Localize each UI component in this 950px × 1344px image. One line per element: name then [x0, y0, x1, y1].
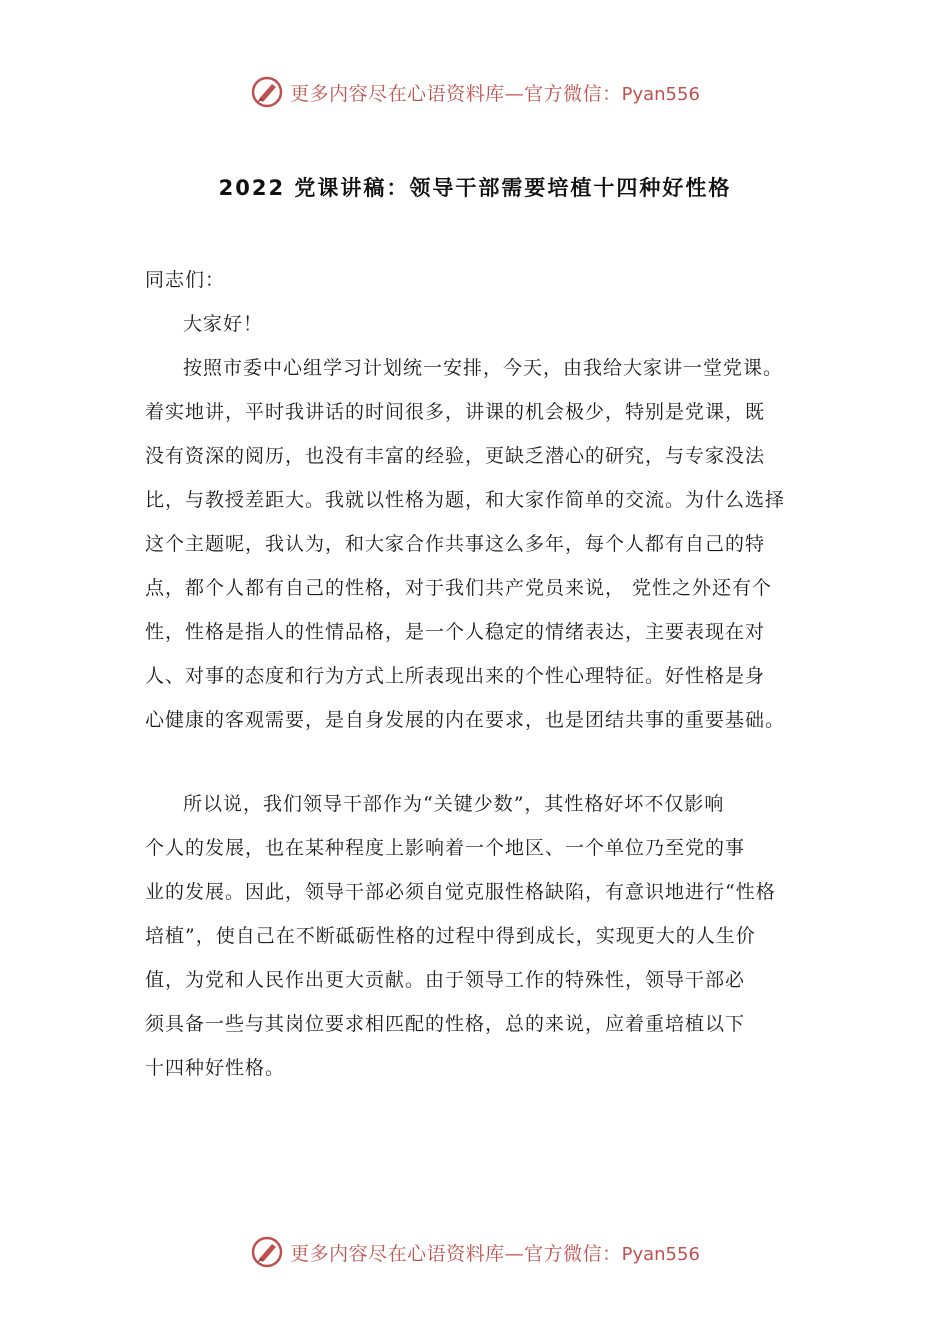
- pen-logo-icon: [250, 1235, 284, 1269]
- paragraph-line: 性，性格是指人的性情品格，是一个人稳定的情绪表达，主要表现在对: [145, 621, 766, 643]
- document-title: 2022 党课讲稿：领导干部需要培植十四种好性格: [218, 176, 732, 200]
- greeting: 大家好！: [183, 313, 264, 335]
- paragraph-spacer: [145, 742, 825, 782]
- wechat-handle: Pyan556: [621, 83, 700, 105]
- paragraph-line: 业的发展。因此，领导干部必须自觉克服性格缺陷，有意识地进行“性格: [145, 881, 776, 903]
- paragraph-line: 个人的发展，也在某种程度上影响着一个地区、一个单位乃至党的事: [145, 837, 746, 859]
- paragraph-line: 心健康的客观需要，是自身发展的内在要求，也是团结共事的重要基础。: [145, 709, 786, 731]
- paragraph-1: [145, 346, 825, 742]
- paragraph-line: 所以说，我们领导干部作为“关键少数”，其性格好坏不仅影响: [183, 793, 725, 815]
- paragraph-2: [145, 782, 825, 1090]
- paragraph-line: 十四种好性格。: [145, 1057, 286, 1079]
- paragraph-line: 培植”，使自己在不断砥砺性格的过程中得到成长，实现更大的人生价: [145, 925, 756, 947]
- pen-logo-icon: [250, 75, 284, 109]
- salutation: 同志们：: [145, 269, 226, 291]
- wechat-handle: Pyan556: [621, 1243, 700, 1265]
- header-watermark: [0, 72, 950, 112]
- paragraph-line: 点，都个人都有自己的性格，对于我们共产党员来说， 党性之外还有个: [145, 577, 773, 599]
- paragraph-line: 按照市委中心组学习计划统一安排，今天，由我给大家讲一堂党课。: [183, 357, 784, 379]
- paragraph-line: 这个主题呢，我认为，和大家合作共事这么多年，每个人都有自己的特: [145, 533, 766, 555]
- paragraph-line: 人、对事的态度和行为方式上所表现出来的个性心理特征。好性格是身: [145, 665, 766, 687]
- paragraph-line: 着实地讲，平时我讲话的时间很多，讲课的机会极少，特别是党课，既: [145, 401, 766, 423]
- paragraph-line: 没有资深的阅历，也没有丰富的经验，更缺乏潜心的研究，与专家没法: [145, 445, 766, 467]
- document-body: [145, 258, 825, 1090]
- watermark-text: 更多内容尽在心语资料库—官方微信：Pyan556: [290, 1242, 700, 1265]
- footer-watermark: [0, 1232, 950, 1272]
- paragraph-line: 比，与教授差距大。我就以性格为题，和大家作简单的交流。为什么选择: [145, 489, 786, 511]
- watermark-text: 更多内容尽在心语资料库—官方微信：Pyan556: [290, 82, 700, 105]
- paragraph-line: 须具备一些与其岗位要求相匹配的性格，总的来说，应着重培植以下: [145, 1013, 746, 1035]
- paragraph-line: 值，为党和人民作出更大贡献。由于领导工作的特殊性，领导干部必: [145, 969, 746, 991]
